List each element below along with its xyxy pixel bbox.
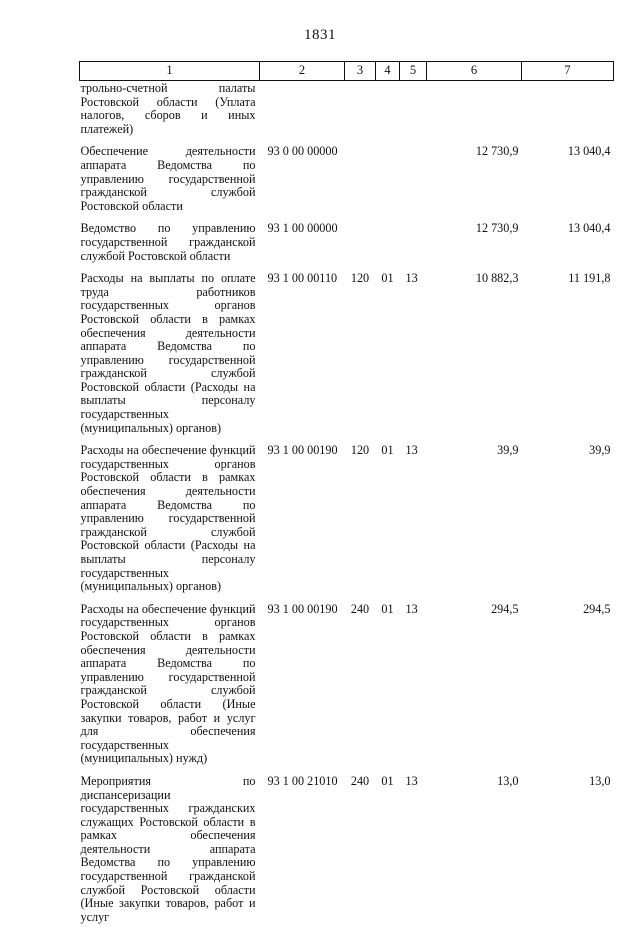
- header-row: [80, 62, 614, 81]
- table-header: [80, 62, 614, 81]
- row-section: 01: [376, 272, 400, 444]
- row-target-code: [260, 81, 345, 146]
- col-header-6: 6: [427, 62, 522, 81]
- col-header-7: 7: [522, 62, 614, 81]
- row-section: 01: [376, 775, 400, 933]
- row-name: трольно-счетной палаты Ростовской области (Уплата налогов, сборов и иных платежей): [80, 81, 260, 146]
- row-amount-col6: 10 882,3: [427, 272, 522, 444]
- row-target-code: 93 1 00 00190: [260, 444, 345, 603]
- col-header-5: 5: [400, 62, 427, 81]
- table-body: [80, 81, 614, 933]
- row-amount-col6: 12 730,9: [427, 222, 522, 272]
- row-amount-col7: 294,5: [522, 603, 614, 775]
- row-subsection: 13: [400, 444, 427, 603]
- row-expense-type: 240: [345, 603, 376, 775]
- row-target-code: 93 0 00 00000: [260, 145, 345, 222]
- row-subsection: [400, 145, 427, 222]
- row-amount-col7: 13,0: [522, 775, 614, 933]
- row-target-code: 93 1 00 00000: [260, 222, 345, 272]
- row-subsection: 13: [400, 272, 427, 444]
- row-name: Ведомство по управлению государственной гражданской службой Ростовской области: [80, 222, 260, 272]
- row-subsection: 13: [400, 775, 427, 933]
- table-row: [80, 603, 614, 775]
- row-expense-type: [345, 145, 376, 222]
- row-amount-col6: 39,9: [427, 444, 522, 603]
- row-name: Мероприятия по диспансеризации государственных гражданских служащих Ростовской области в рамках обеспечения деятельности аппарата Ведомства по управлению государственной гражданской службой Ростовской области (Иные закупки товаров, работ и услуг: [80, 775, 260, 933]
- table-row: [80, 222, 614, 272]
- row-amount-col6: 294,5: [427, 603, 522, 775]
- budget-table: [79, 61, 614, 933]
- row-target-code: 93 1 00 21010: [260, 775, 345, 933]
- row-section: [376, 222, 400, 272]
- row-amount-col7: 11 191,8: [522, 272, 614, 444]
- col-header-3: 3: [345, 62, 376, 81]
- row-amount-col6: 13,0: [427, 775, 522, 933]
- row-name: Обеспечение деятельности аппарата Ведомства по управлению государственной гражданской службой Ростовской области: [80, 145, 260, 222]
- row-section: [376, 81, 400, 146]
- page-number: 1831: [0, 27, 640, 44]
- table-row: [80, 775, 614, 933]
- row-amount-col7: [522, 81, 614, 146]
- row-expense-type: [345, 222, 376, 272]
- col-header-2: 2: [260, 62, 345, 81]
- table-row: [80, 444, 614, 603]
- row-amount-col7: 13 040,4: [522, 222, 614, 272]
- row-subsection: [400, 222, 427, 272]
- row-name: Расходы на выплаты по оплате труда работников государственных органов Ростовской области в рамках обеспечения деятельности аппарата Ведомства по управлению государственной гражданской службой Ростовской области (Расходы на выплаты персоналу государственных (муниципальных) органов): [80, 272, 260, 444]
- row-name: Расходы на обеспечение функций государственных органов Ростовской области в рамках обеспечения деятельности аппарата Ведомства по управлению государственной гражданской службой Ростовской области (Иные закупки товаров, работ и услуг для обеспечения государственных (муниципальных) нужд): [80, 603, 260, 775]
- row-section: [376, 145, 400, 222]
- row-subsection: 13: [400, 603, 427, 775]
- col-header-1: 1: [80, 62, 260, 81]
- row-target-code: 93 1 00 00110: [260, 272, 345, 444]
- row-expense-type: 120: [345, 444, 376, 603]
- row-amount-col6: 12 730,9: [427, 145, 522, 222]
- row-expense-type: [345, 81, 376, 146]
- row-amount-col6: [427, 81, 522, 146]
- col-header-4: 4: [376, 62, 400, 81]
- row-subsection: [400, 81, 427, 146]
- row-name: Расходы на обеспечение функций государственных органов Ростовской области в рамках обеспечения деятельности аппарата Ведомства по управлению государственной гражданской службой Ростовской области (Расходы на выплаты персоналу государственных (муниципальных) органов): [80, 444, 260, 603]
- table-row: [80, 145, 614, 222]
- table-row: [80, 81, 614, 146]
- row-amount-col7: 13 040,4: [522, 145, 614, 222]
- row-expense-type: 120: [345, 272, 376, 444]
- row-section: 01: [376, 603, 400, 775]
- table-row: [80, 272, 614, 444]
- row-amount-col7: 39,9: [522, 444, 614, 603]
- row-target-code: 93 1 00 00190: [260, 603, 345, 775]
- row-section: 01: [376, 444, 400, 603]
- row-expense-type: 240: [345, 775, 376, 933]
